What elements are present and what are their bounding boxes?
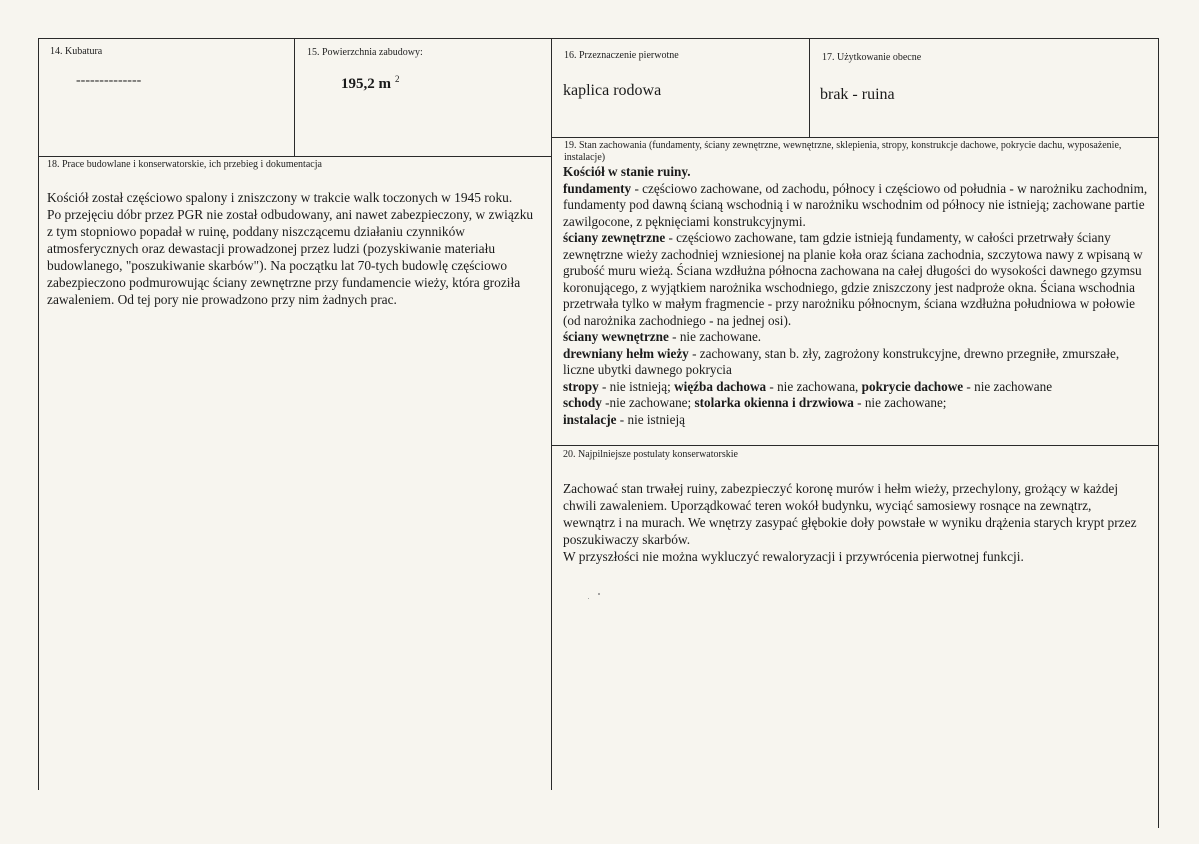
fundamenty-key: fundamenty [563, 180, 632, 196]
helm-wiezy-text: - zachowany, stan b. zły, zagrożony konstrukcyjne, drewno przegniłe, zmurszałe, liczne ubytki dawnego pokrycia [563, 345, 1120, 377]
divider-14-15 [294, 38, 295, 156]
field-16-value: kaplica rodowa [563, 82, 662, 99]
field-15-number: 195,2 m [341, 76, 391, 92]
pokrycie-text: - nie zachowane [963, 378, 1053, 394]
scan-speck [598, 593, 600, 595]
right-border [1158, 38, 1159, 828]
field-20-text [563, 480, 1143, 565]
field-18-text [47, 189, 542, 308]
field-19-sciany-wewnetrzne [563, 329, 1151, 346]
field-19-stropy-dach [563, 379, 1151, 396]
field-18-paragraph-1: Kościół został częściowo spalony i zniszczony w trakcie walk toczonych w 1945 roku. [47, 190, 513, 205]
instalacje-key: instalacje [563, 411, 617, 427]
field-19-helm-wiezy [563, 346, 1151, 379]
field-20-paragraph-1: Zachować stan trwałej ruiny, zabezpieczyć koronę murów i hełm wieży, przechylony, grożący w każdej chwili zawaleniem. Uporządkować teren wokół budynku, wyciąć samosiewy rosnące na zewnątrz, wewnątrz i na murach. We wnętrzy zasypać głębokie doły powstałe w wyniku drążenia starych krypt przez poszukiwaczy skarbów. [563, 481, 1137, 547]
field-18-paragraph-2: Po przejęciu dóbr przez PGR nie został odbudowany, ani nawet zabezpieczony, w związku z tym stopniowo popadał w ruinę, poddany niszczącemu działaniu czynników atmosferycznych oraz dewastacji prowadzonej przez ludzi (pozyskiwanie materiału budowlanego, "poszukiwanie skarbów"). Na początku lat 70-tych budowlę częściowo zabezpieczono podmurowując ściany zewnętrzne przy fundamencie wieży, która groziła zawaleniem. Od tej pory nie prowadzono przy nim żadnych prac. [47, 207, 534, 307]
stolarka-text: - nie zachowane; [853, 395, 947, 410]
left-border [38, 38, 39, 790]
fundamenty-text: - częściowo zachowane, od zachodu, północy i częściowo od południa - w narożniku zachodnim, fundamenty pod dawną ścianą wschodnią i w narożniku wschodnim od północy nie istnieją; zachowane partie zawilgocone, z pęknięciami konstrukcyjnymi. [563, 180, 1148, 229]
sciany-zewnetrzne-key: ściany zewnętrzne [563, 230, 666, 245]
wiezba-text: - nie zachowana, [766, 378, 862, 394]
sciany-wewnetrzne-text: - nie zachowane. [668, 329, 762, 344]
pokrycie-key: pokrycie dachowe [861, 378, 964, 394]
field-20-label: 20. Najpilniejsze postulaty konserwatorskie [563, 449, 738, 460]
sciany-wewnetrzne-key: ściany wewnętrzne [563, 329, 669, 344]
scan-speck [588, 598, 589, 599]
top-border [38, 38, 1159, 39]
field-19-text [563, 164, 1151, 428]
helm-wiezy-key: drewniany hełm wieży [563, 345, 689, 361]
field-17-label: 17. Użytkowanie obecne [822, 52, 922, 63]
wiezba-key: więźba dachowa [674, 378, 767, 394]
field-16-label: 16. Przeznaczenie pierwotne [564, 50, 679, 61]
field-19-heading: Kościół w stanie ruiny. [563, 164, 691, 179]
field-19-instalacje [563, 412, 1151, 429]
field-19-label: 19. Stan zachowania (fundamenty, ściany zewnętrzne, wewnętrzne, sklepienia, stropy, konstrukcje dachowe, pokrycie dachu, wyposażenie, instalacje) [564, 140, 1122, 163]
stropy-text: - nie istnieją; [598, 378, 675, 394]
divider-16-17 [809, 38, 810, 137]
instalacje-text: - nie istnieją [616, 411, 685, 427]
sciany-zewnetrzne-text: - częściowo zachowane, tam gdzie istnieją fundamenty, w całości przetrwały ściany zewnętrzne wieży zachodniej wzniesionej na planie koła oraz ściana zachodnia, szczytowa nawy z wpisaną w grubość muru wieżą. Ściana wzdłużna północna zachowana na całej długości do wysokości dawnego gzymsu koronującego, z wyjątkiem narożnika wschodniego, gdzie zniszczony jest nadproże okna. Ściana wschodnia przetrwała tylko w małym fragmencie - przy narożniku północnym, ściana wzdłużna południowa w połowie (od narożnika zachodniego - na jednej osi). [563, 230, 1143, 328]
field-14-value: -------------- [76, 73, 142, 88]
schody-text: -nie zachowane; [601, 395, 695, 410]
field-19-fundamenty [563, 181, 1151, 231]
field-19-schody-stolarka [563, 395, 1151, 412]
field-14-label: 14. Kubatura [50, 46, 103, 57]
field-15-label: 15. Powierzchnia zabudowy: [307, 47, 423, 58]
schody-key: schody [563, 395, 602, 410]
field-20-paragraph-2: W przyszłości nie można wykluczyć rewaloryzacji i przywrócenia pierwotnej funkcji. [563, 549, 1024, 564]
stolarka-key: stolarka okienna i drzwiowa [694, 395, 854, 410]
field-15-unit-exponent: 2 [395, 74, 400, 84]
field-18-label: 18. Prace budowlane i konserwatorskie, ich przebieg i dokumentacja [47, 159, 322, 170]
divider-19-20 [551, 445, 1158, 446]
row-divider-right [551, 137, 1158, 138]
field-15-value [341, 74, 400, 93]
field-17-value: brak - ruina [820, 86, 895, 103]
row-divider-left [38, 156, 551, 157]
field-19-sciany-zewnetrzne [563, 230, 1151, 329]
center-divider [551, 38, 552, 790]
stropy-key: stropy [563, 378, 599, 394]
